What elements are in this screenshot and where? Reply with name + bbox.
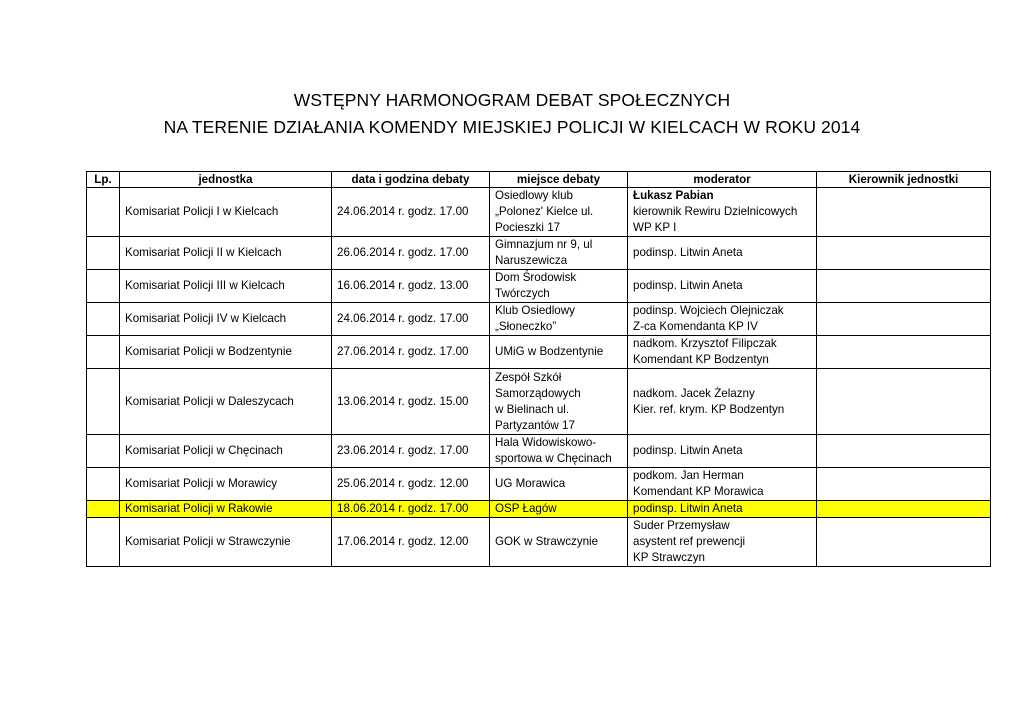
cell-unit-head bbox=[817, 501, 991, 518]
moderator-line: podinsp. Litwin Aneta bbox=[633, 246, 743, 259]
cell-moderator bbox=[628, 303, 817, 336]
cell-unit-head bbox=[817, 518, 991, 567]
cell-lp bbox=[87, 270, 120, 303]
cell-date: 26.06.2014 r. godz. 17.00 bbox=[332, 237, 490, 270]
place-line: „Słoneczko” bbox=[495, 320, 557, 333]
debate-schedule-table bbox=[86, 171, 991, 567]
cell-date: 13.06.2014 r. godz. 15.00 bbox=[332, 369, 490, 435]
place-line: Zespół Szkół bbox=[495, 370, 562, 384]
cell-place bbox=[490, 270, 628, 303]
moderator-line: nadkom. Jacek Żelazny bbox=[633, 386, 755, 400]
cell-unit: Komisariat Policji w Strawczynie bbox=[120, 518, 332, 567]
cell-date: 27.06.2014 r. godz. 17.00 bbox=[332, 336, 490, 369]
cell-unit-head bbox=[817, 237, 991, 270]
cell-moderator bbox=[628, 188, 817, 237]
cell-date: 25.06.2014 r. godz. 12.00 bbox=[332, 468, 490, 501]
cell-date: 16.06.2014 r. godz. 13.00 bbox=[332, 270, 490, 303]
cell-date: 17.06.2014 r. godz. 12.00 bbox=[332, 518, 490, 567]
place-line: sportowa w Chęcinach bbox=[495, 452, 612, 465]
moderator-line: WP KP I bbox=[633, 221, 677, 234]
table-row bbox=[87, 435, 991, 468]
table-row bbox=[87, 303, 991, 336]
place-line: Osiedlowy klub bbox=[495, 189, 573, 202]
cell-date: 18.06.2014 r. godz. 17.00 bbox=[332, 501, 490, 518]
moderator-line: Komendant KP Morawica bbox=[633, 485, 764, 498]
cell-place bbox=[490, 435, 628, 468]
place-line: Dom Środowisk bbox=[495, 271, 577, 284]
place-line: UG Morawica bbox=[495, 477, 566, 490]
moderator-line: asystent ref prewencji bbox=[633, 535, 746, 548]
cell-unit: Komisariat Policji w Morawicy bbox=[120, 468, 332, 501]
cell-lp bbox=[87, 518, 120, 567]
cell-unit: Komisariat Policji I w Kielcach bbox=[120, 188, 332, 237]
moderator-line: nadkom. Krzysztof Filipczak bbox=[633, 337, 777, 350]
cell-place bbox=[490, 518, 628, 567]
cell-unit: Komisariat Policji w Rakowie bbox=[120, 501, 332, 518]
cell-moderator bbox=[628, 435, 817, 468]
moderator-line: Komendant KP Bodzentyn bbox=[633, 353, 769, 366]
place-line: Samorządowych bbox=[495, 386, 581, 400]
header-moderator: moderator bbox=[628, 172, 817, 188]
moderator-line: podkom. Jan Herman bbox=[633, 469, 744, 482]
cell-unit: Komisariat Policji IV w Kielcach bbox=[120, 303, 332, 336]
moderator-line: podinsp. Litwin Aneta bbox=[633, 502, 743, 515]
cell-unit-head bbox=[817, 369, 991, 435]
moderator-line: podinsp. Wojciech Olejniczak bbox=[633, 304, 784, 317]
cell-unit: Komisariat Policji w Chęcinach bbox=[120, 435, 332, 468]
cell-place bbox=[490, 501, 628, 518]
cell-place bbox=[490, 468, 628, 501]
document-title-line-2: NA TERENIE DZIAŁANIA KOMENDY MIEJSKIEJ POLICJI W KIELCACH W ROKU 2014 bbox=[163, 117, 861, 137]
table-row bbox=[87, 468, 991, 501]
cell-date: 24.06.2014 r. godz. 17.00 bbox=[332, 303, 490, 336]
cell-lp bbox=[87, 435, 120, 468]
table-row bbox=[87, 237, 991, 270]
cell-place bbox=[490, 188, 628, 237]
place-line: w Bielinach ul. bbox=[495, 402, 570, 416]
place-line: „Polonez' Kielce ul. bbox=[495, 205, 594, 218]
cell-lp bbox=[87, 369, 120, 435]
cell-moderator bbox=[628, 270, 817, 303]
moderator-line: Suder Przemysław bbox=[633, 519, 730, 532]
moderator-line: Kier. ref. krym. KP Bodzentyn bbox=[633, 402, 785, 416]
cell-unit-head bbox=[817, 303, 991, 336]
cell-moderator bbox=[628, 501, 817, 518]
header-date: data i godzina debaty bbox=[332, 172, 490, 188]
table-row bbox=[87, 270, 991, 303]
cell-unit: Komisariat Policji III w Kielcach bbox=[120, 270, 332, 303]
cell-place bbox=[490, 237, 628, 270]
header-place: miejsce debaty bbox=[490, 172, 628, 188]
cell-unit-head bbox=[817, 468, 991, 501]
moderator-line: podinsp. Litwin Aneta bbox=[633, 444, 743, 457]
table-row bbox=[87, 336, 991, 369]
place-line: OSP Łagów bbox=[495, 502, 557, 515]
place-line: Pocieszki 17 bbox=[495, 221, 561, 234]
moderator-line: Z-ca Komendanta KP IV bbox=[633, 320, 758, 333]
cell-place bbox=[490, 303, 628, 336]
cell-moderator bbox=[628, 468, 817, 501]
place-line: Klub Osiedlowy bbox=[495, 304, 575, 317]
header-lp: Lp. bbox=[87, 172, 120, 188]
place-line: UMiG w Bodzentynie bbox=[495, 345, 604, 358]
place-line: Gimnazjum nr 9, ul bbox=[495, 238, 593, 251]
cell-lp bbox=[87, 336, 120, 369]
cell-moderator bbox=[628, 237, 817, 270]
cell-moderator bbox=[628, 369, 817, 435]
header-unit: jednostka bbox=[120, 172, 332, 188]
cell-moderator bbox=[628, 518, 817, 567]
cell-place bbox=[490, 369, 628, 435]
document-title-line-1: WSTĘPNY HARMONOGRAM DEBAT SPOŁECZNYCH bbox=[293, 90, 731, 110]
cell-lp bbox=[87, 237, 120, 270]
place-line: Hala Widowiskowo- bbox=[495, 436, 597, 449]
cell-unit-head bbox=[817, 270, 991, 303]
cell-unit-head bbox=[817, 188, 991, 237]
table-row bbox=[87, 501, 991, 518]
table-row bbox=[87, 369, 991, 435]
cell-date: 24.06.2014 r. godz. 17.00 bbox=[332, 188, 490, 237]
cell-unit-head bbox=[817, 336, 991, 369]
cell-unit: Komisariat Policji w Daleszycach bbox=[120, 369, 332, 435]
table-header-row bbox=[87, 172, 991, 188]
cell-date: 23.06.2014 r. godz. 17.00 bbox=[332, 435, 490, 468]
cell-lp bbox=[87, 188, 120, 237]
table-row bbox=[87, 188, 991, 237]
moderator-line: podinsp. Litwin Aneta bbox=[633, 279, 743, 292]
cell-unit: Komisariat Policji w Bodzentynie bbox=[120, 336, 332, 369]
cell-lp bbox=[87, 501, 120, 518]
cell-unit-head bbox=[817, 435, 991, 468]
moderator-line: KP Strawczyn bbox=[633, 551, 705, 564]
table-row bbox=[87, 518, 991, 567]
place-line: Naruszewicza bbox=[495, 254, 568, 267]
moderator-line: Łukasz Pabian bbox=[633, 189, 714, 202]
place-line: Twórczych bbox=[495, 287, 550, 300]
cell-lp bbox=[87, 303, 120, 336]
moderator-line: kierownik Rewiru Dzielnicowych bbox=[633, 205, 798, 218]
place-line: Partyzantów 17 bbox=[495, 418, 575, 432]
cell-lp bbox=[87, 468, 120, 501]
place-line: GOK w Strawczynie bbox=[495, 535, 599, 548]
header-unit-head: Kierownik jednostki bbox=[817, 172, 991, 188]
cell-unit: Komisariat Policji II w Kielcach bbox=[120, 237, 332, 270]
cell-moderator bbox=[628, 336, 817, 369]
cell-place bbox=[490, 336, 628, 369]
